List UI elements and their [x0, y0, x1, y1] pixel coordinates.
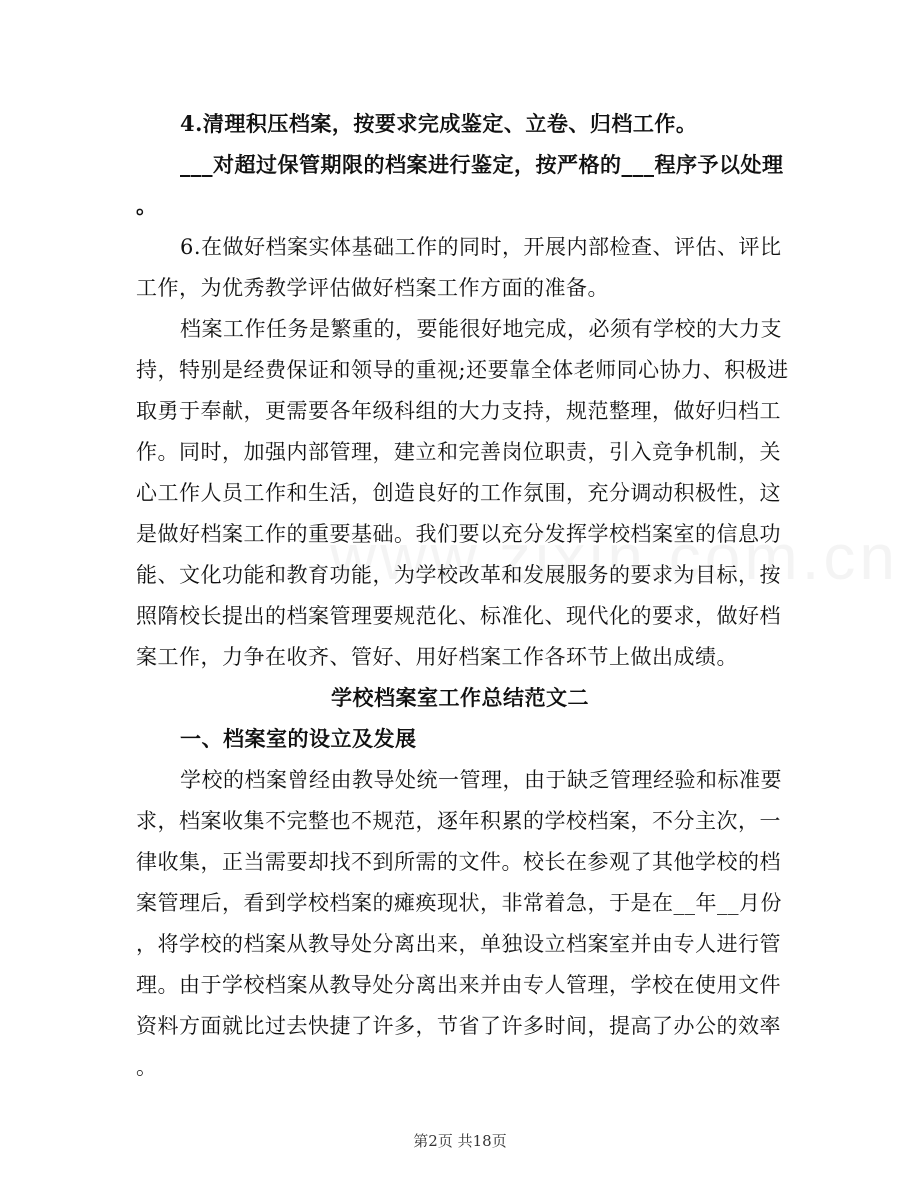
paragraph-line: 能、文化功能和教育功能，为学校改革和发展服务的要求为目标，按	[136, 563, 781, 587]
paragraph-line: 资料方面就比过去快捷了许多，节省了许多时间，提高了办公的效率	[136, 1014, 781, 1038]
paragraph-line: 照隋校长提出的档案管理要规范化、标准化、现代化的要求，做好档	[136, 604, 781, 628]
section-title: 学校档案室工作总结范文二	[331, 685, 589, 710]
paragraph-line: 是做好档案工作的重要基础。我们要以充分发挥学校档案室的信息功	[136, 522, 781, 546]
paragraph-line: 案工作，力争在收齐、管好、用好档案工作各环节上做出成绩。	[136, 645, 738, 669]
paragraph-line: 律收集，正当需要却找不到所需的文件。校长在参观了其他学校的档	[136, 850, 781, 874]
section-heading: 一、档案室的设立及发展	[180, 726, 417, 751]
page-number: 第2页 共18页	[413, 1132, 507, 1150]
paragraph-line: ，将学校的档案从教导处分离出来，单独设立档案室并由专人进行管	[136, 932, 781, 956]
paragraph-line: 案管理后，看到学校档案的瘫痪现状，非常着急，于是在__年__月份	[136, 891, 782, 915]
paragraph-line: 档案工作任务是繁重的，要能很好地完成，必须有学校的大力支	[180, 317, 782, 341]
paragraph-line: 理。由于学校档案从教导处分离出来并由专人管理，学校在使用文件	[136, 973, 781, 997]
paragraph-line: 心工作人员工作和生活，创造良好的工作氛围，充分调动积极性，这	[136, 481, 781, 505]
paragraph-line: 。	[136, 193, 158, 218]
paragraph-line: 学校的档案曾经由教导处统一管理，由于缺乏管理经验和标准要	[180, 768, 782, 792]
paragraph-line: 作。同时，加强内部管理，建立和完善岗位职责，引入竞争机制，关	[136, 440, 781, 464]
paragraph-line: 持，特别是经费保证和领导的重视;还要靠全体老师同心协力、积极进	[136, 358, 789, 382]
paragraph-line: 工作，为优秀教学评估做好档案工作方面的准备。	[136, 276, 609, 300]
paragraph-line: 6.在做好档案实体基础工作的同时，开展内部检查、评估、评比	[180, 235, 782, 259]
paragraph-line: ___对超过保管期限的档案进行鉴定，按严格的___程序予以处理	[180, 152, 784, 177]
paragraph-line: 4.清理积压档案，按要求完成鉴定、立卷、归档工作。	[180, 111, 698, 136]
paragraph-line: 求，档案收集不完整也不规范，逐年积累的学校档案，不分主次，一	[136, 809, 781, 833]
paragraph-line: 取勇于奉献，更需要各年级科组的大力支持，规范整理，做好归档工	[136, 399, 781, 423]
paragraph-line: 。	[136, 1055, 158, 1079]
